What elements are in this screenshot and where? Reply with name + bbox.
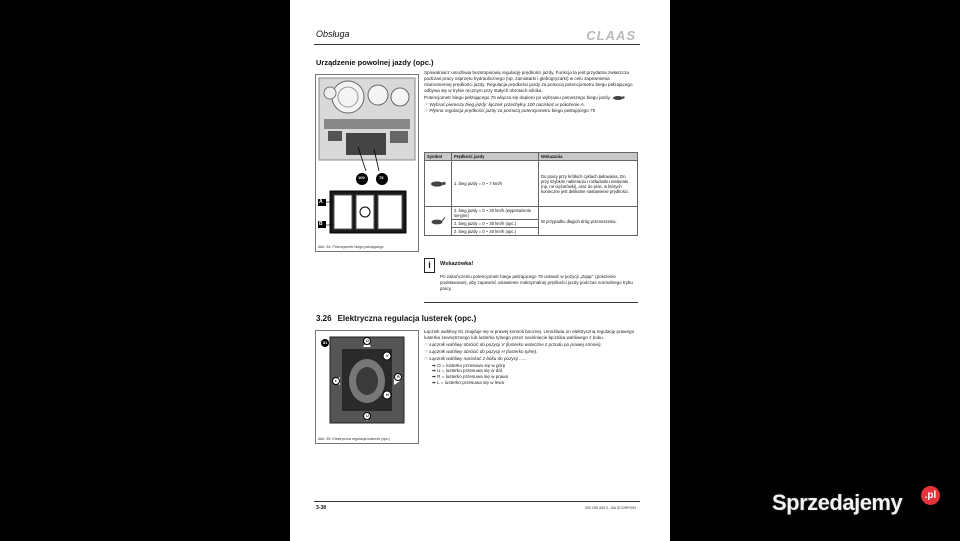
table-cell: 2. bieg jazdy = 0 ~ 20 km/h (wyposażenie seryjne) [452,207,539,220]
figure-dashboard [315,74,419,252]
label-l: L [335,379,338,383]
list-item: ➡ U = lusterko przesuwa się w dół [432,368,502,374]
hare-icon [429,217,447,225]
figure-caption: Abb. 54: Potencjometr biegu pełzającego [318,245,384,249]
document-page [290,0,670,541]
step-item: ☞ Płynna regulacja prędkości jazdy za pomocą potencjometru biegu pełzającego 75 [424,108,596,114]
mirror-switch-illustration [316,331,418,443]
turtle-symbol [425,161,452,207]
list-item: ➡ R = lusterko przesuwa się w prawo [432,374,509,380]
table-cell: Do pracy przy krótkich cyklach ładowania, tzn. przy szybkim nabieraniu i rozładunku materiału (np. ne ciężarówki), oraz do prac, w których konieczne jest delikatne nastawienie prędkości. [539,161,638,207]
table-row [425,207,638,220]
info-icon: i [424,258,435,273]
label-75: 75 [379,175,384,180]
watermark-badge: .pl [921,486,940,505]
speed-table [424,152,638,236]
list-item: ➡ L = lusterko przesuwa się w lewo [432,380,505,386]
table-cell: 2. bieg jazdy = 0 ~ 40 km/h (opc.) [452,228,539,236]
section1-intro [424,70,638,115]
table-row [425,161,638,207]
note-text: Po zakończeniu potencjometr biegu pełzającego 75 ustawić w pozycji „Zając” (położenie podstawowe), aby zapewnić ustawienie maksymalnej prędkości jazdy podczas normalnego trybu pracy. [440,274,633,291]
table-cell: 1. bieg jazdy = 0 ~ 7 km/h [452,161,539,207]
section-heading: Elektryczna regulacja lusterek (opc.) [337,314,477,323]
header-title: Obsługa [316,29,350,39]
step-item: ☞ Łącznik wahliwy naciskać z boku do pozycji ...... [424,355,527,361]
intro-paragraph: Spowalniacz umożliwia bezstopniową regulację prędkości jazdy. Funkcja ta jest przydatna zwłaszcza podczas pracy osprzętu hydraulicznego (np. zamiatarki i glebogryzarki) w celu zapewnienia równomiernej prędkości jazdy. Regulacja prędkości jazdy za pomocą potencjometru biegu pełzającego odbywa się w trybie ręcznym przy stałych obrotach silnika. [424,70,633,93]
document-code: 000 295 445 0 - BA SCORPION [585,506,636,510]
note-title: Wskazówka! [440,261,474,267]
label-100: 100 [358,175,365,180]
table-cell: 2. bieg jazdy = 0 ~ 30 km/h (opc.) [452,220,539,228]
section2-text [424,329,638,386]
figure-mirror-switch [315,330,419,444]
intro-paragraph: Potencjometr biegu pełzającego 75 włącza się dopiero po wybraniu pierwszego biegu jazdy [424,94,610,100]
section-title: Urządzenie powolnej jazdy (opc.) [316,58,434,67]
label-b: B [319,221,323,227]
step-item: ☞ Wybrać pierwszy bieg jazdy: łącznik przechyłny 100 naciskać w położenie A. [424,101,585,107]
label-u: U [366,414,369,418]
note-divider [424,302,638,303]
label-b1: 81 [323,341,328,345]
label-r: R [397,375,400,379]
table-cell: W przypadku długich dróg przenoszenia. [539,207,638,236]
figure-caption: Abb. 55: Elektryczna regulacja lusterek (opc.) [318,437,391,441]
turtle-icon [429,180,447,187]
footer-divider [314,501,640,502]
step-item: ☞ Łącznik wahliwy obrócić do pozycji V (lusterko wsteczne z przodu po prawej stronie). [424,341,602,347]
label-a: A [319,199,323,205]
table-header: Prędkość jazdy [452,153,539,161]
intro-paragraph: Łącznik wahliwy 81 znajduje się w prawej konsoli bocznej. Umożliwia on elektryczną regulację prawego lusterka zewnętrznego lub lusterka tylnego przez naciśnięcie łącznika wahliwego z boku. [424,329,635,340]
label-o: O [366,339,369,343]
table-header: Symbol [425,153,452,161]
section-number: 3.26 [316,314,332,323]
step-item: ☞ Łącznik wahliwy obrócić do pozycji H (lusterko tylne). [424,348,538,354]
label-v: V [386,354,389,358]
claas-logo: CLAAS [586,28,636,43]
sub-steps-list [424,363,638,387]
hare-symbol [425,207,452,236]
header-divider [314,44,640,45]
dashboard-illustration [316,75,418,251]
section2-title [316,314,476,323]
page-number: 3-38 [316,505,327,511]
label-h: H [386,393,389,397]
watermark-logo: Sprzedajemy [772,490,903,515]
list-item: ➡ O = lusterko przesuwa się w górę [432,362,506,368]
table-header: Wskazania [539,153,638,161]
turtle-icon [611,95,625,100]
